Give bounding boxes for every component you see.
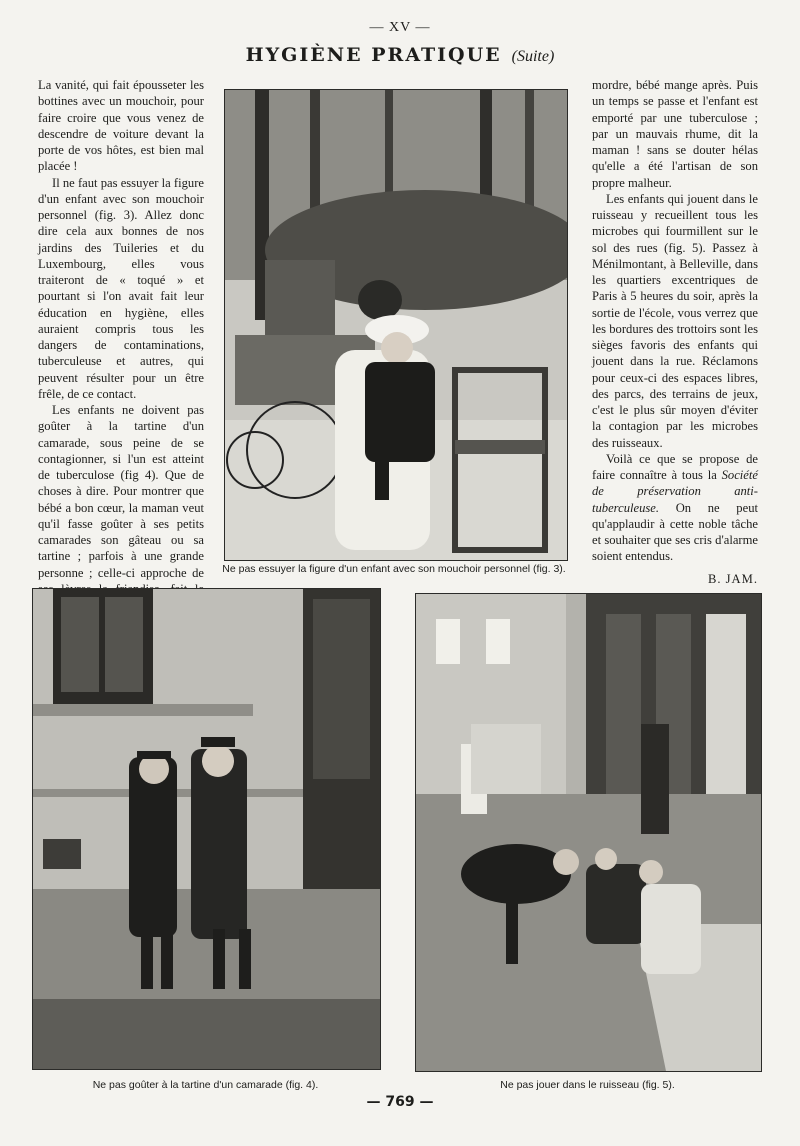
paragraph: Il ne faut pas essuyer la figure d'un enfant avec son mouchoir personnel (fig. 3). Allez donc dire cela aux bonnes de nos jardins des Tuileries et du Luxembourg, elles vous traiteront de « toqué » et pourtant si l'on avait fait leur éducation en hygiène, elles auraient compris tous les dangers de contaminations, tuberculeuse et autres, qui peuvent résulter pour un être frêle, de ce contact. [38,175,204,401]
figure-4-photo [32,588,381,1070]
text-run: Voilà ce que se propose de faire connaître à tous la [592,451,758,482]
left-text-column [38,77,204,613]
paragraph: La vanité, qui fait épousseter les bottines avec un mouchoir, pour faire croire que vous venez de descendre de voiture devant la porte de vos hôtes, est bien mal placée ! [38,78,204,174]
page-number: — 769 — [366,1094,434,1110]
paragraph: Les enfants ne doivent pas goûter à la tartine d'un camarade, sous peine de se contagionner, si l'un est atteint de tuberculose (fig 4). Que de choses à dire. Pour montrer que bébé a bon cœur, la maman veut qu'il fasse goûter à ses petits camarades son gâteau ou sa tartine ; parfois à une grande personne ; celle-ci approche de [38,403,204,580]
figure-3-caption: Ne pas essuyer la figure d'un enfant avec son mouchoir personnel (fig. 3). [222,563,566,575]
paragraph [592,451,758,565]
right-text-column [592,77,758,587]
paragraph: mordre, bébé mange après. Puis un temps se passe et l'enfant est emporté par une tuberculose ; par un mauvais rhume, dit la maman ! sans se douter hélas qu'elle a été l'artisan de son propre malheur. [592,78,758,190]
text-run: On ne peut qu'applaudir à cette noble tâche et souhaiter que ses cris d'alarme soient entendus. [592,500,758,564]
page-roman-numeral: — XV — [369,20,431,35]
society-name: Société de préservation anti-tuberculeuse. [592,468,758,515]
figure-4-caption: Ne pas goûter à la tartine d'un camarade (fig. 4). [92,1079,319,1091]
signature: B. JAM. [707,571,758,586]
figure-5-caption: Ne pas jouer dans le ruisseau (fig. 5). [500,1079,675,1091]
title-main: HYGIÈNE PRATIQUE [245,44,502,66]
figure-5-photo [415,593,762,1072]
paragraph: Les enfants qui jouent dans le ruisseau y recueillent tous les microbes qui fourmillent sur le sol des rues (fig. 5). Passez à Ménilmontant, à Belleville, dans les quartiers excentriques de Paris à 5 heures du soir, après la sortie de l'école, vous verrez que les bordures des trottoirs sont les sièges favoris des enfants qui jouent dans la rue. Réclamons pour ceux-ci des espaces libres, des parcs, des terrains de jeux, c'est le plus sûr moyen d'éviter la contagion par les microbes des ruisseaux. [592,191,758,450]
title-suffix: (Suite) [511,48,555,65]
article-title [0,44,800,66]
figure-3-photo [224,89,568,561]
